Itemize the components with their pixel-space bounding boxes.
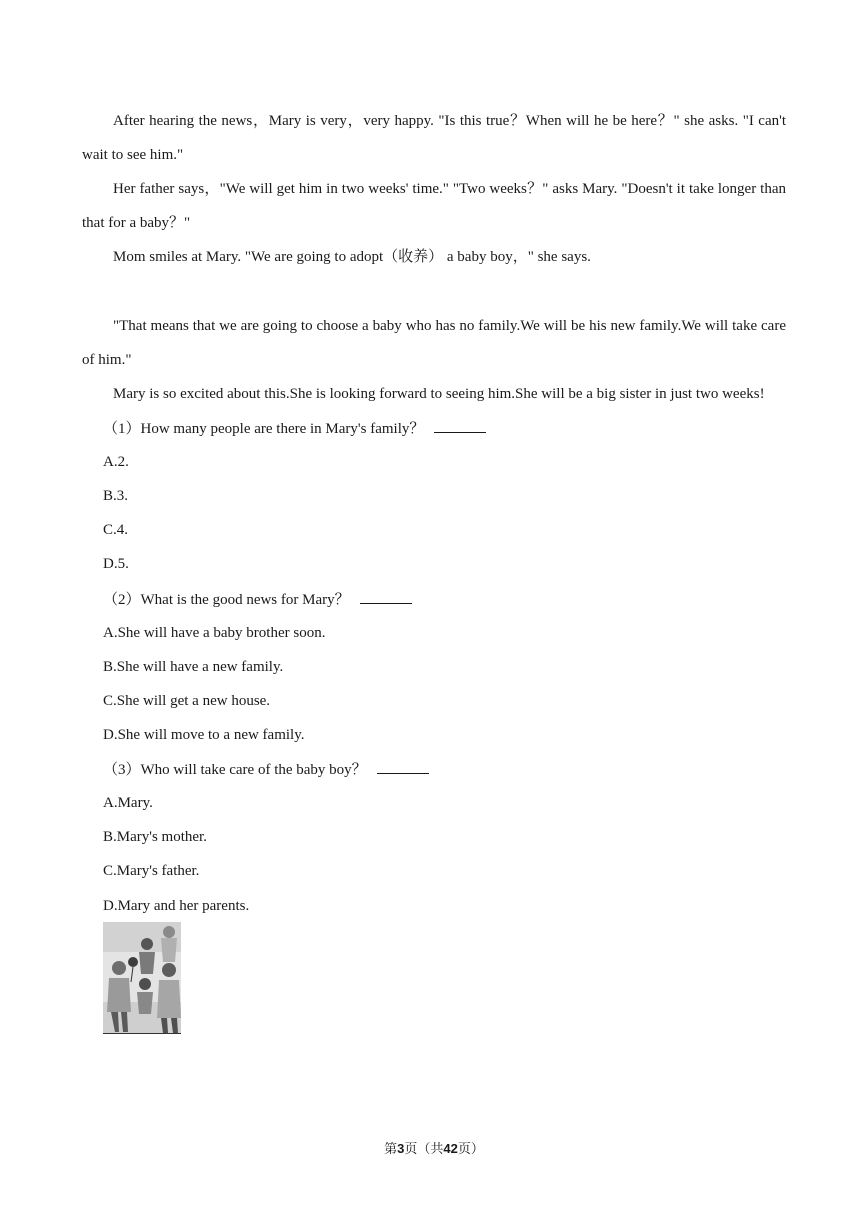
- passage-paragraph-3: Mom smiles at Mary. "We are going to adopt（收养） a baby boy，" she says.: [113, 249, 591, 265]
- question-1: [103, 418, 486, 439]
- passage-paragraph-5: Mary is so excited about this.She is looking forward to seeing him.She will be a big sister in just two weeks!: [113, 386, 765, 402]
- question-1-option-c[interactable]: C.4.: [103, 522, 129, 538]
- question-3-option-b[interactable]: B.Mary's mother.: [103, 829, 207, 845]
- question-3-option-c[interactable]: C.Mary's father.: [103, 863, 200, 879]
- question-3-stem: （3）Who will take care of the baby boy？: [103, 762, 367, 778]
- passage-paragraph-4: "That means that we are going to choose a baby who has no family.We will be his new family.We will take care of him.": [82, 318, 786, 368]
- family-illustration: [103, 922, 181, 1034]
- question-1-stem: （1）How many people are there in Mary's family？: [103, 421, 425, 437]
- question-2: [103, 589, 412, 610]
- answer-blank-2[interactable]: [360, 589, 412, 604]
- question-1-option-d[interactable]: D.5.: [103, 556, 129, 572]
- footer-prefix: 第: [384, 1141, 398, 1156]
- family-illustration-svg: [103, 922, 181, 1033]
- footer-page-number: 3: [397, 1141, 405, 1156]
- question-2-option-b[interactable]: B.She will have a new family.: [103, 659, 284, 675]
- answer-blank-1[interactable]: [434, 418, 486, 433]
- question-3: [103, 759, 429, 780]
- question-2-option-a[interactable]: A.She will have a baby brother soon.: [103, 625, 326, 641]
- answer-blank-3[interactable]: [377, 759, 429, 774]
- question-2-stem: （2）What is the good news for Mary？: [103, 592, 350, 608]
- footer-middle: 页（共: [404, 1141, 444, 1156]
- question-1-option-a[interactable]: A.2.: [103, 454, 129, 470]
- question-2-option-c[interactable]: C.She will get a new house.: [103, 693, 271, 709]
- question-3-option-a[interactable]: A.Mary.: [103, 795, 153, 811]
- page-footer: [0, 1138, 868, 1157]
- question-2-option-d[interactable]: D.She will move to a new family.: [103, 727, 305, 743]
- passage-paragraph-1: After hearing the news，Mary is very，very happy. "Is this true？When will he be here？" she asks. "I can't wait to see him.": [82, 113, 786, 163]
- question-3-option-d[interactable]: D.Mary and her parents.: [103, 898, 250, 914]
- question-1-option-b[interactable]: B.3.: [103, 488, 129, 504]
- footer-suffix: 页）: [457, 1141, 484, 1156]
- footer-total-pages: 42: [443, 1141, 458, 1156]
- passage-paragraph-2: Her father says，"We will get him in two weeks' time." "Two weeks？" asks Mary. "Doesn't it take longer than that for a baby？": [82, 181, 786, 231]
